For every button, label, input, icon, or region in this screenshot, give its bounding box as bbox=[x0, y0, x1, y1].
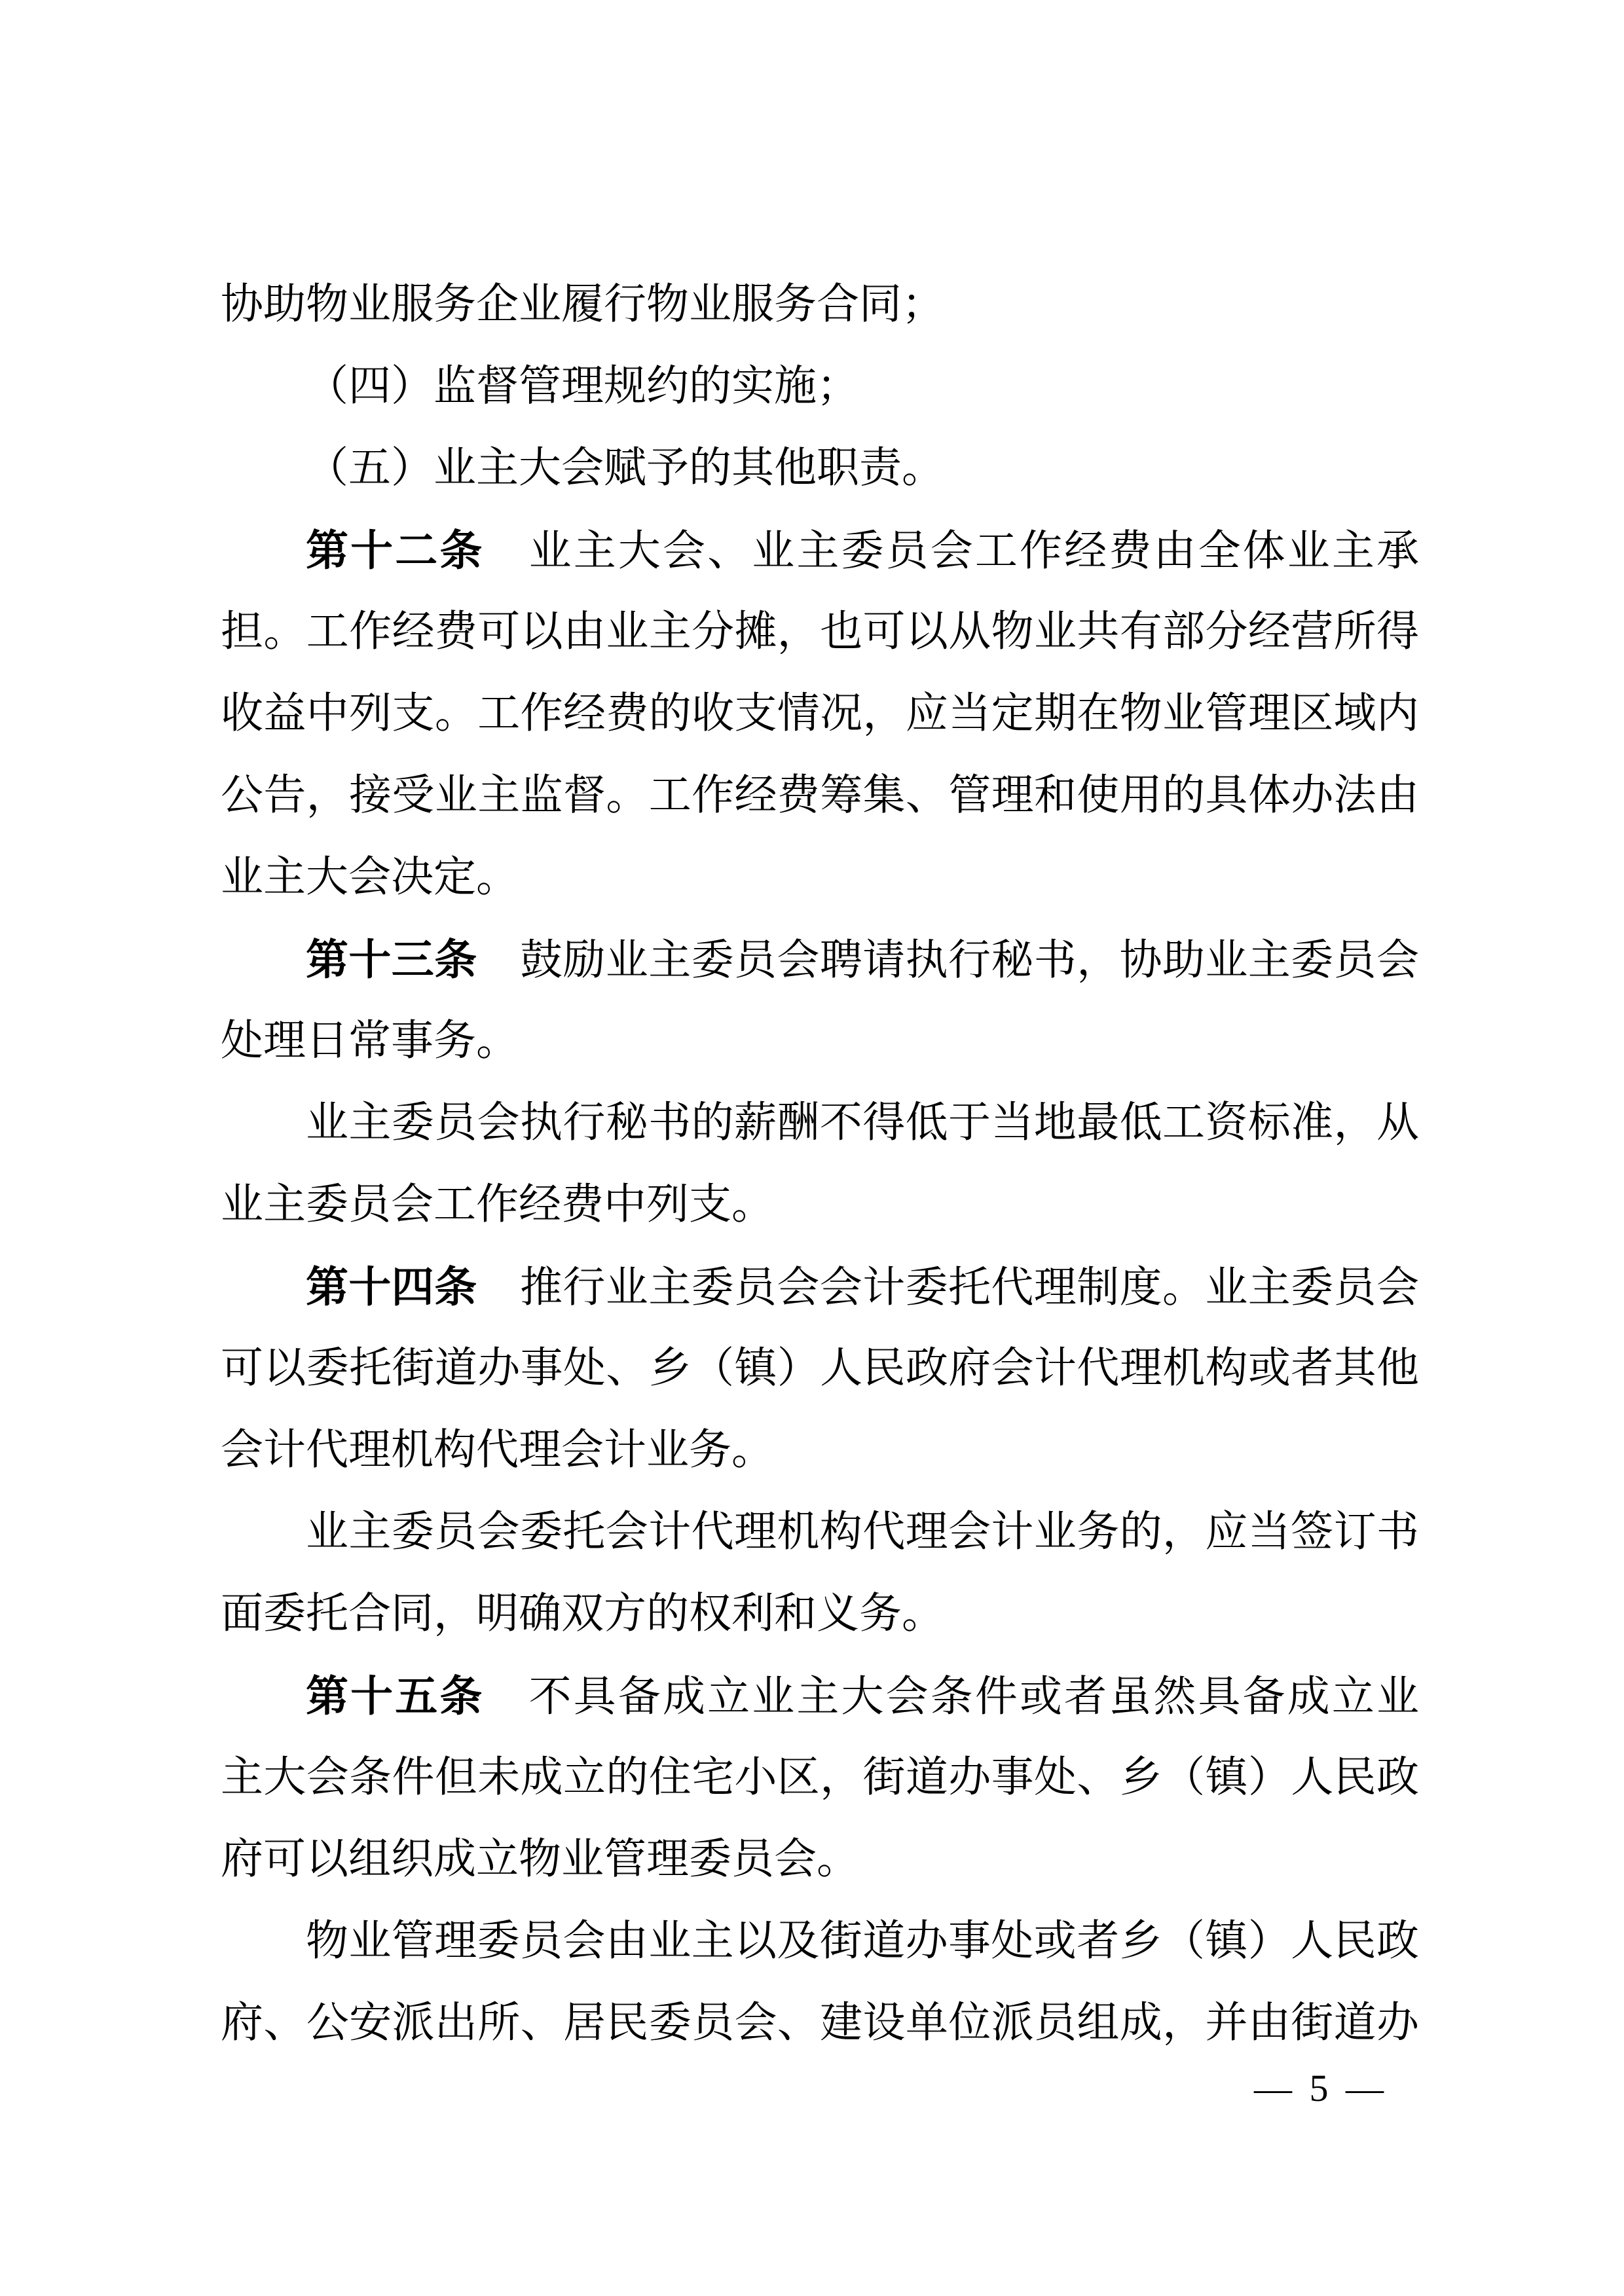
text-line: 处理日常事务。 bbox=[221, 1017, 519, 1065]
page-number: — 5 — bbox=[1254, 2067, 1388, 2109]
text-line: 府可以组织成立物业管理委员会。 bbox=[221, 1836, 860, 1883]
text-line: 府、公安派出所、居民委员会、建设单位派员组成，并由街道办 bbox=[221, 1999, 1419, 2047]
text-line: 担。工作经费可以由业主分摊，也可以从物业共有部分经营所得 bbox=[221, 608, 1419, 655]
document-body bbox=[221, 264, 1419, 2064]
text-line: （四）监督管理规约的实施； bbox=[306, 363, 860, 410]
article-text: 业主大会、业主委员会工作经费由全体业主承 bbox=[484, 528, 1419, 575]
article-heading-line bbox=[221, 1246, 1419, 1328]
article-heading-line bbox=[221, 919, 1419, 1000]
text-line: 业主委员会委托会计代理机构代理会计业务的，应当签订书 bbox=[306, 1508, 1419, 1556]
text-line: 物业管理委员会由业主以及街道办事处或者乡（镇）人民政 bbox=[306, 1918, 1419, 1965]
text-line: 协助物业服务企业履行物业服务合同； bbox=[221, 281, 945, 328]
article-heading-line bbox=[221, 509, 1419, 591]
article-number: 第十三条 bbox=[306, 936, 477, 983]
text-line: 面委托合同，明确双方的权利和义务。 bbox=[221, 1590, 945, 1637]
article-number: 第十二条 bbox=[306, 526, 485, 574]
text-line: 收益中列支。工作经费的收支情况，应当定期在物业管理区域内 bbox=[221, 690, 1419, 737]
text-line: 业主大会决定。 bbox=[221, 854, 519, 901]
text-line: 可以委托街道办事处、乡（镇）人民政府会计代理机构或者其他 bbox=[221, 1345, 1419, 1392]
article-number: 第十五条 bbox=[306, 1672, 485, 1720]
article-heading-line bbox=[221, 1655, 1419, 1737]
text-line: 会计代理机构代理会计业务。 bbox=[221, 1427, 775, 1474]
text-line: 公告，接受业主监督。工作经费筹集、管理和使用的具体办法由 bbox=[221, 772, 1419, 819]
text-line: 业主委员会执行秘书的薪酬不得低于当地最低工资标准，从 bbox=[306, 1099, 1419, 1146]
article-text: 鼓励业主委员会聘请执行秘书，协助业主委员会 bbox=[477, 937, 1419, 984]
article-text: 推行业主委员会会计委托代理制度。业主委员会 bbox=[477, 1264, 1419, 1311]
text-line: 主大会条件但未成立的住宅小区，街道办事处、乡（镇）人民政 bbox=[221, 1754, 1419, 1801]
text-line: 业主委员会工作经费中列支。 bbox=[221, 1181, 775, 1228]
article-text: 不具备成立业主大会条件或者虽然具备成立业 bbox=[484, 1673, 1419, 1721]
article-number: 第十四条 bbox=[306, 1263, 477, 1311]
text-line: （五）业主大会赋予的其他职责。 bbox=[306, 445, 945, 492]
